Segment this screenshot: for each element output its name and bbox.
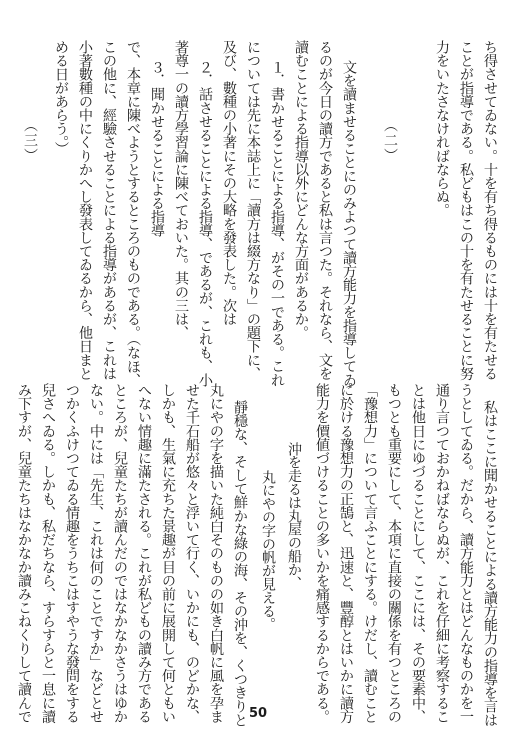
text-column: に於ける豫想力の正鵠と、迅速と、豐醇とはいかに讀方 <box>338 383 354 724</box>
text-column: ３．聞かせることによる指導 <box>149 60 165 237</box>
page-number: 50 <box>248 706 268 721</box>
text-column: うとしてゐる。だから、讀方能力とはどんなものかを一 <box>458 383 474 724</box>
verse-line: 沖を走るは丸屋の船か、 <box>286 442 302 590</box>
text-column: ２．話させることによる指導、であるが、これも、小 <box>197 60 213 387</box>
text-column: 讀むことによる指導以外にどんな方面があるか。 <box>293 40 309 340</box>
text-column: 及び、數種の小著にその大略を發表した。次は <box>221 40 237 326</box>
text-column: については先に本誌上に「讀方は綴方なり」の題下に、 <box>245 40 261 381</box>
text-column: とは他日にゆづることにして、ここには、その要素中、 <box>410 383 426 724</box>
text-column: せた千石船が悠々と浮いて行く、いかにも、のどかな、 <box>184 383 200 724</box>
text-column: ち得させてゐない。十を有ち得るものには十を有たせる <box>482 40 498 381</box>
text-column: ところが、兒童たちが讀んだのではなかなかさうはゆか <box>112 383 128 724</box>
text-column: 小著數種の中にくりかへし發表してゐるから、他日まと <box>77 40 93 381</box>
text-column: へない情趣に滿たされる。これが私どもの讀み方である <box>136 383 152 724</box>
verse-line: 丸にやの字の帆が見える。 <box>260 470 276 631</box>
text-column: つかくふけつてゐる情趣をうちこはすやうな發問をする <box>64 383 80 724</box>
text-column: 靜穩な、そして鮮かな綠の海、その沖を、くつきりと <box>232 400 248 727</box>
text-column: 能力を價値づけることの多いかを痛感するからである。 <box>314 383 330 724</box>
text-column: 著尊一の讀方學習論に陳べておいた。其の三は、 <box>173 40 189 340</box>
section-heading-3: （三） <box>22 118 38 163</box>
text-column: み下すが、兒童たちはなかなか讀みこねくりして讀んで <box>16 383 32 724</box>
section-heading-2: （二） <box>382 118 398 163</box>
text-column: 力をいたさなければならぬ。 <box>434 40 450 217</box>
text-column: るのが今日の讀方であると私は言つた。それなら、文を <box>317 40 333 381</box>
text-column: める日があらう。） <box>53 40 69 156</box>
text-column: 私はここに聞かせることによる讀方能力の指導を言は <box>482 400 498 727</box>
text-column: 通り言つておかねばならぬが、これを仔細に考察するこ <box>434 383 450 724</box>
text-column: １．書かせることによる指導、がその一である。これ <box>269 60 285 387</box>
text-column: しかも、生氣に充ちた景趣が目の前に展開して何ともい <box>160 383 176 724</box>
text-column: で、本章に陳べようとするところのものである。（なほ、 <box>125 40 141 387</box>
text-column: もつとも重要にして、本項に直接の關係を有つところの <box>386 383 402 724</box>
text-column: この他に、經驗させることによる指導があるが、これは <box>101 40 117 381</box>
text-column: 丸にやの字を描いた純白そのものの如き白帆に風を孕ま <box>208 383 224 724</box>
text-column: 「豫想力」について言ふことにする。けだし、讀むこと <box>362 383 378 724</box>
text-column: ない。中には「先生、これは何のことですか」などとせ <box>88 383 104 724</box>
text-column: 兒さへゐる。しかも、私だちなら、すらすらと一息に讀 <box>40 383 56 724</box>
text-column: ことが指導である。私どもはこの十を有たせることに努 <box>458 40 474 381</box>
text-column: 文を讀ませることにのみよつて讀方能力を指導してゐ <box>341 60 357 387</box>
